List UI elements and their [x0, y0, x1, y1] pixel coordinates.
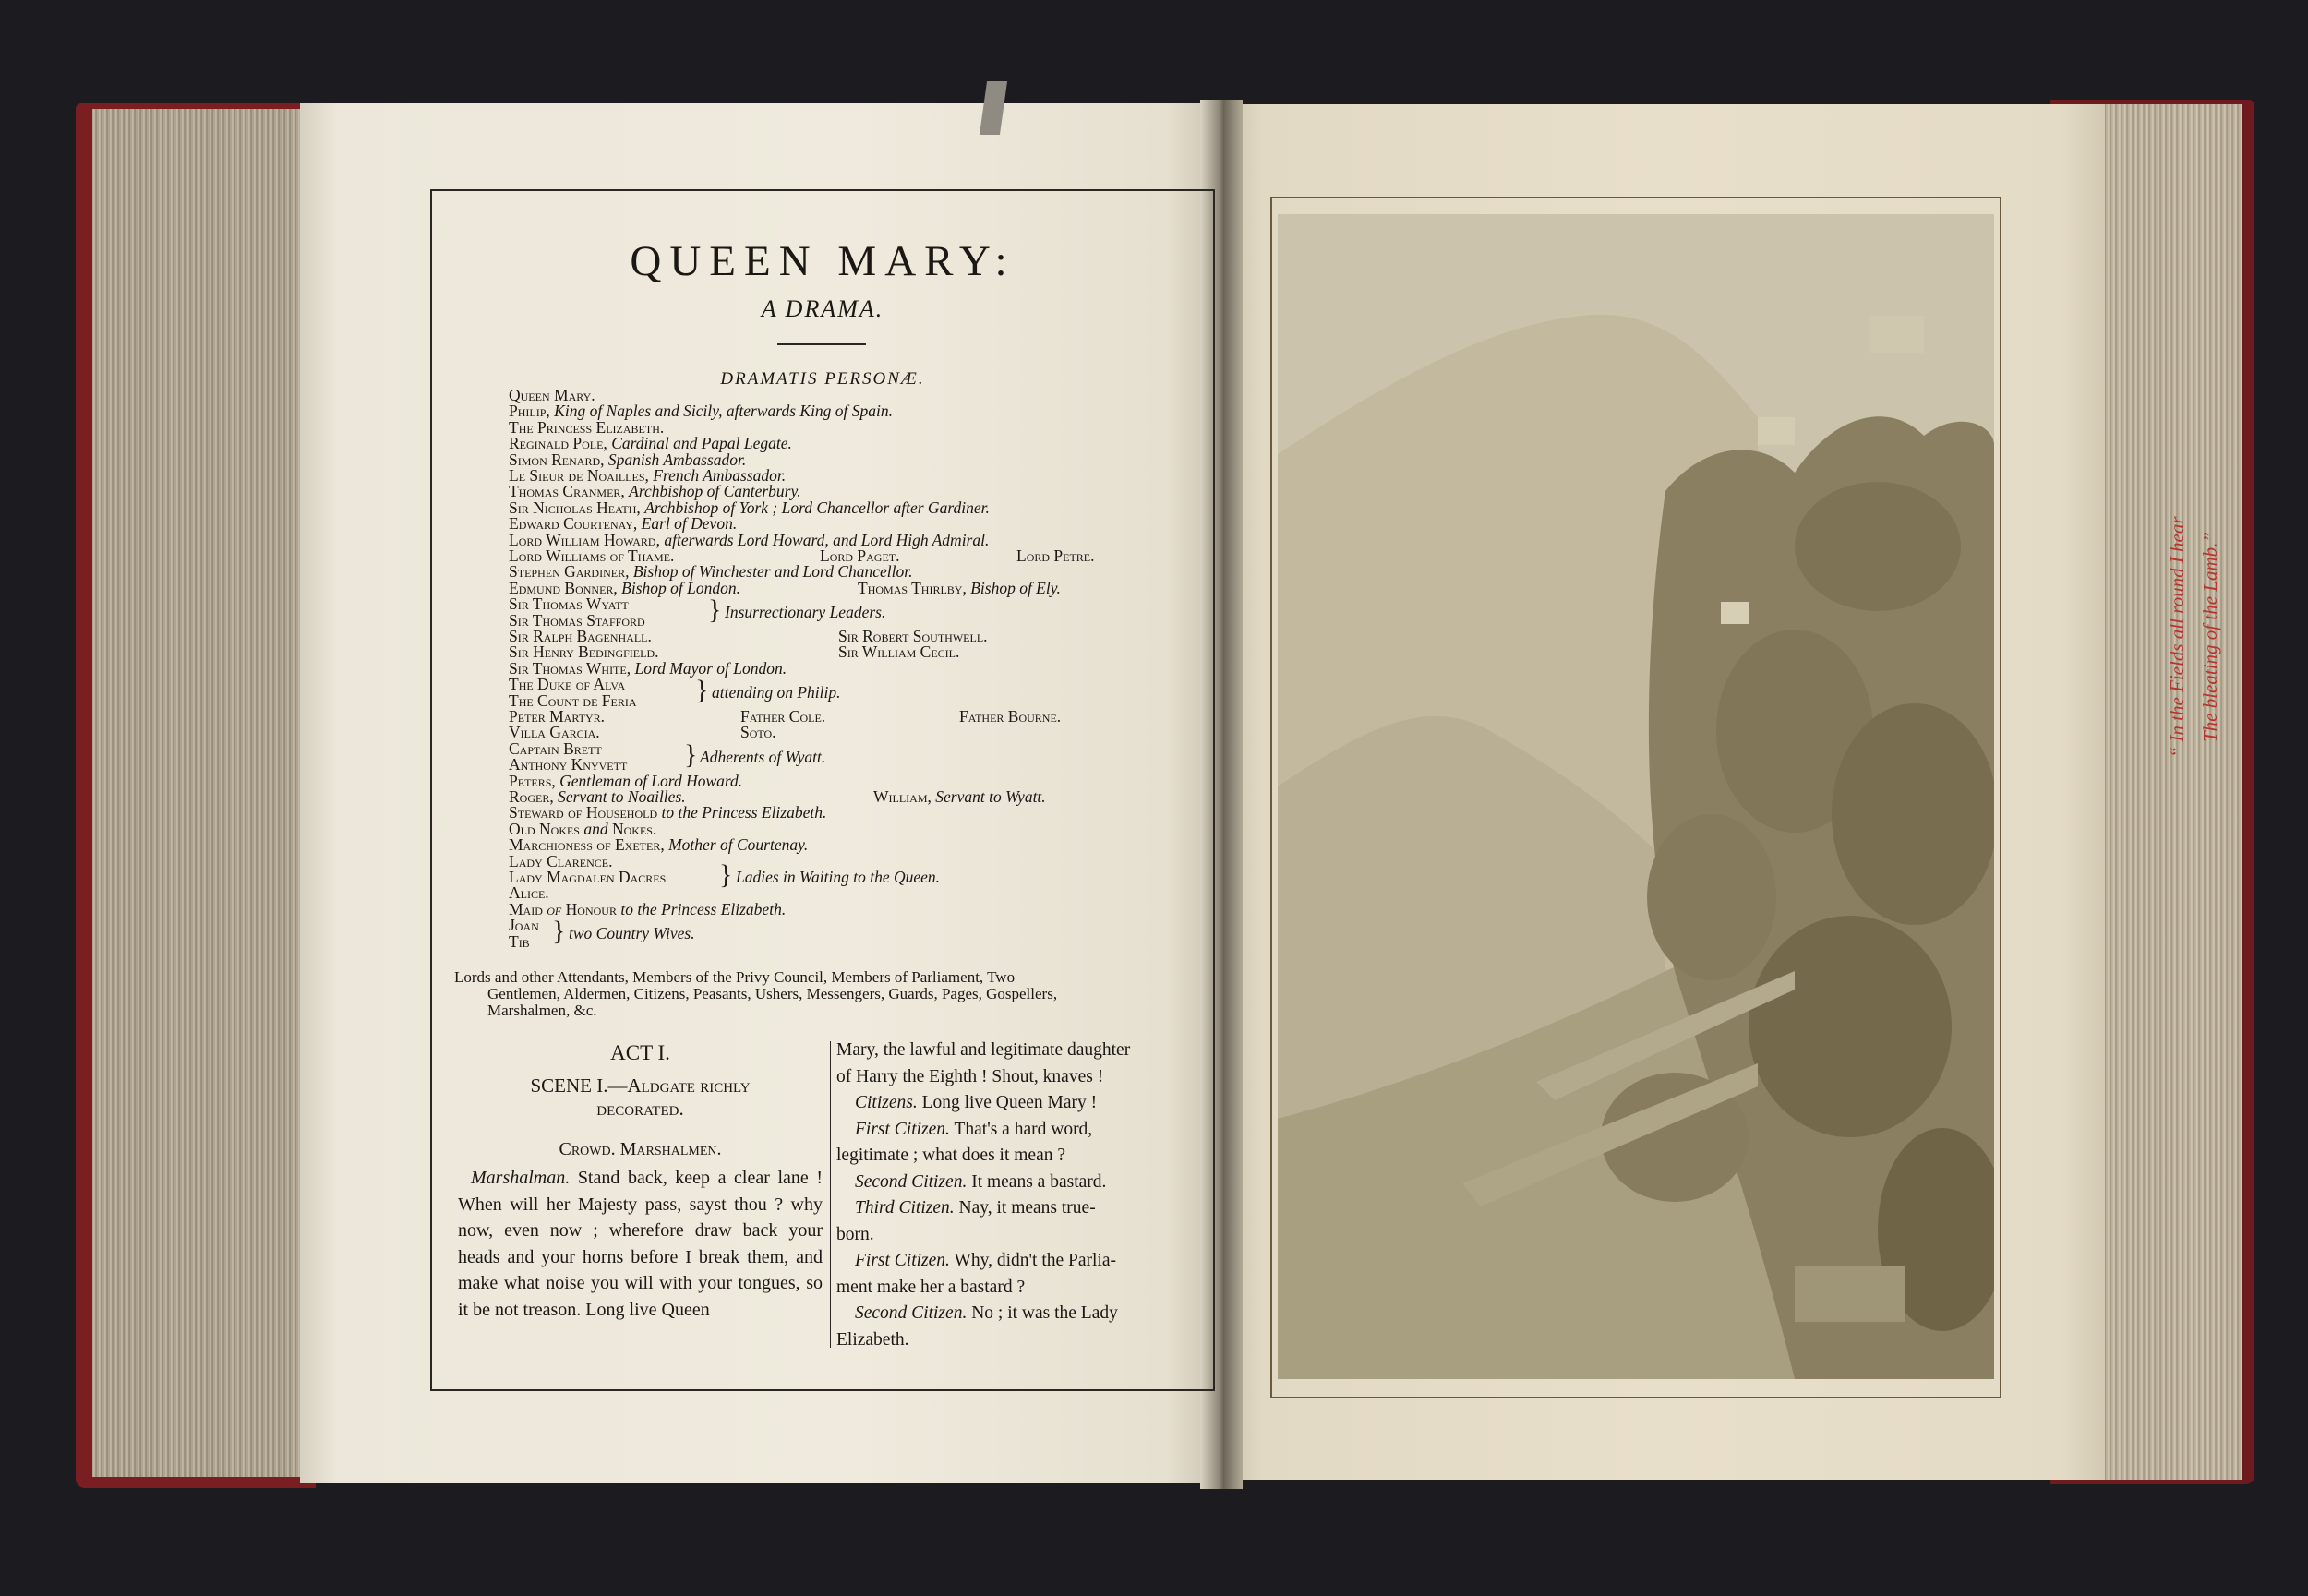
cast-entry: Edmund Bonner, Bishop of London. Thomas Thirlby, Bishop of Ely.: [509, 578, 1061, 597]
cast-entry: Old Nokes and Nokes.: [509, 819, 657, 838]
title-rule: [777, 343, 866, 345]
cast-entry: Lord William Howard, afterwards Lord Howard, and Lord High Admiral.: [509, 530, 990, 549]
cast-entry: Marchioness of Exeter, Mother of Courtenay.: [509, 835, 809, 855]
cast-entry: Steward of Household to the Princess Elizabeth.: [509, 803, 827, 822]
cast-entry: Thomas Cranmer, Archbishop of Canterbury.: [509, 482, 801, 501]
cast-entry: Maid of Honour to the Princess Elizabeth.: [509, 899, 787, 918]
cast-group-adherents: Captain Brett Anthony Knyvett } Adherents of Wyatt.: [509, 738, 826, 774]
landscape-photograph: [1278, 214, 1994, 1379]
cast-group-attending: The Duke of Alva The Count de Feria } attending on Philip.: [509, 675, 841, 710]
attendants-line: Marshalmen, &c.: [487, 1002, 597, 1019]
cast-entry: Lord Williams of Thame. Lord Paget. Lord Petre.: [509, 546, 1095, 566]
attendants-line: Gentlemen, Aldermen, Citizens, Peasants, Ushers, Messengers, Guards, Pages, Gospellers,: [487, 985, 1058, 1002]
scene-heading: SCENE I.—Aldgate richly decorated.: [530, 1074, 751, 1120]
act-heading: ACT I.: [610, 1041, 670, 1064]
page-subtitle: A DRAMA.: [761, 295, 884, 322]
cast-entry: Reginald Pole, Cardinal and Papal Legate.: [509, 434, 792, 453]
cast-list: [509, 386, 1095, 951]
attendants-line: Lords and other Attendants, Members of the Privy Council, Members of Parliament, Two: [454, 968, 1016, 986]
cast-entry: Le Sieur de Noailles, French Ambassador.: [509, 466, 787, 486]
cast-group-wives: Joan Tib } two Country Wives.: [509, 916, 695, 951]
cast-entry: Edward Courtenay, Earl of Devon.: [509, 514, 738, 534]
cast-entry: Philip, King of Naples and Sicily, afterwards King of Spain.: [509, 402, 894, 421]
cast-entry: Sir Nicholas Heath, Archbishop of York ; Lord Chancellor after Gardiner.: [509, 498, 990, 517]
cast-entry: Sir Ralph Bagenhall. Sir Robert Southwell.: [509, 627, 988, 646]
cast-entry: Stephen Gardiner, Bishop of Winchester and Lord Chancellor.: [509, 562, 913, 582]
cast-entry: Sir Henry Bedingfield. Sir William Cecil.: [509, 642, 960, 662]
cast-entry: Villa Garcia. Soto.: [509, 723, 776, 742]
cast-entry: Peter Martyr. Father Cole. Father Bourne.: [509, 707, 1062, 726]
attendants-paragraph: [454, 969, 1193, 1019]
dramatis-heading: DRAMATIS PERSONÆ.: [720, 369, 925, 389]
cast-entry: Peters, Gentleman of Lord Howard.: [509, 771, 743, 790]
cast-group-ladies: Lady Clarence. Lady Magdalen Dacres Alice. } Ladies in Waiting to the Queen.: [509, 851, 941, 903]
cast-entry: Simon Renard, Spanish Ambassador.: [509, 450, 747, 469]
dialogue-column-left: Marshalman. Stand back, keep a clear lane ! When will her Majesty pass, sayst thou ? why now, even now ; wherefore draw back your heads and your horns before I break them, and make what noise you will with your tongues, so it be not treason. Long live Queen: [458, 1168, 823, 1320]
crowd-direction: Crowd. Marshalmen.: [559, 1139, 722, 1159]
cast-entry: The Princess Elizabeth.: [509, 417, 665, 437]
photo-caption: “ In the Fields all round I hear The bleating of the Lamb.”: [2166, 516, 2221, 758]
cast-entry: Queen Mary.: [509, 386, 595, 404]
dialogue-column-right: Mary, the lawful and legitimate daughter of Harry the Eighth ! Shout, knaves ! Citizens. Long live Queen Mary ! First Citizen. That's a hard word, legitimate ; what does it mean ? Second Citizen. It means a bastard. Third Citizen. Nay, it means true- born. First Citizen. Why, didn't the Parlia- ment make her a bastard ? Second Citizen. No ; it was the Lady Elizabeth.: [836, 1040, 1131, 1350]
landscape-photograph-drawing: [1278, 214, 1994, 1379]
page-edges-left: [92, 109, 309, 1477]
page-title: QUEEN MARY:: [630, 237, 1016, 285]
cast-entry: Roger, Servant to Noailles. William, Servant to Wyatt.: [509, 787, 1046, 807]
cast-entry: Sir Thomas White, Lord Mayor of London.: [509, 658, 787, 678]
column-divider: [830, 1041, 831, 1348]
cast-group-insurrectionary: Sir Thomas Wyatt Sir Thomas Stafford } Insurrectionary Leaders.: [509, 594, 886, 630]
